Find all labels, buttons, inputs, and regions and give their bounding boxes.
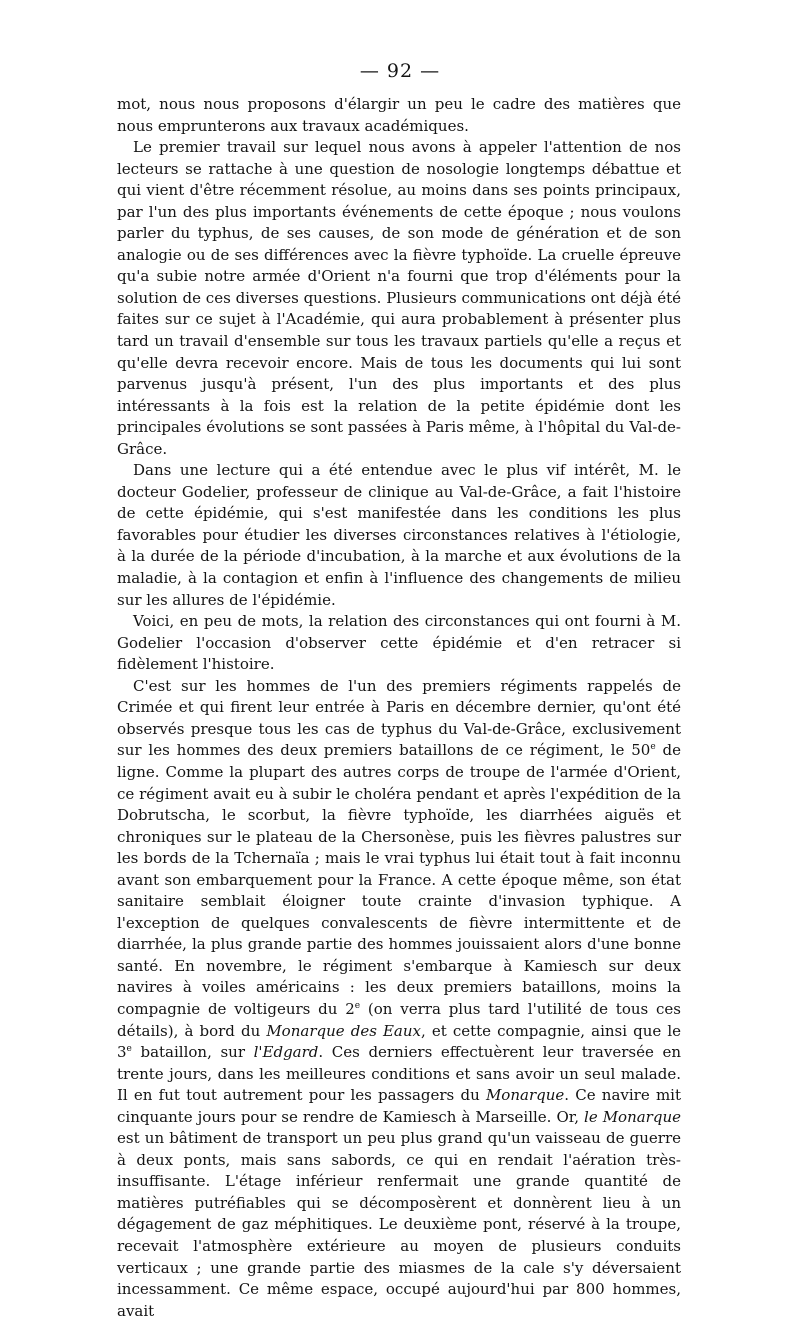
paragraph-regiment-account [117,676,681,1322]
ship-name: Monarque des Eaux [266,1021,421,1040]
text-run: (on verra plus tard l'utilité de tous ces détails), à bord du [117,999,681,1040]
paragraph-typhus-intro: Le premier travail sur lequel nous avons à appeler l'attention de nos lecteurs se rattache à une question de nosologie longtemps débattue et qui vient d'être récemment résolue, au moins dans ses points principaux, par l'un des plus importants événements de cette époque ; nous voulons parler du typhus, de ses causes, de son mode de génération et de son analogie ou de ses différences avec la fièvre typhoïde. La cruelle épreuve qu'a subie notre armée d'Orient n'a fourni que trop d'éléments pour la solution de ces diverses questions. Plusieurs communications ont déjà été faites sur ce sujet à l'Académie, qui aura probablement à présenter plus tard un travail d'ensemble sur tous les travaux partiels qu'elle a reçus et qu'elle devra recevoir encore. Mais de tous les documents qui lui sont parvenus jusqu'à présent, l'un des plus importants et des plus intéressants à la fois est la relation de la petite épidémie dont les principales évolutions se sont passées à Paris même, à l'hôpital du Val-de-Grâce. [117,138,681,458]
text-run: . Ce navire mit cinquante jours pour se rendre de Kamiesch à Marseille. Or, [117,1086,681,1126]
text-run: , et cette compagnie, ainsi que le 3 [117,1021,682,1062]
ship-name: le Monarque [584,1107,681,1126]
body-text [117,94,681,1322]
text-run: C'est sur les hommes de l'un des premiers régiments rappelés de Crimée et qui firent leur entrée à Paris en décembre dernier, qu'ont été observés presque tous les cas de typhus du Val-de-Grâce, exclusivement sur les hommes des deux premiers bataillons de ce régiment, le 50 [117,676,681,760]
ordinal-superscript: e [354,1000,361,1011]
ordinal-superscript: e [650,742,656,753]
ship-name: l'Edgard [253,1043,319,1062]
text-run: . Ces derniers effectuèrent leur traversée en trente jours, dans les meilleures conditions et sans avoir un seul malade. Il en fut tout autrement pour les passagers du [117,1043,681,1105]
paragraph-godelier-lecture: Dans une lecture qui a été entendue avec le plus vif intérêt, M. le docteur Godelier, professeur de clinique au Val-de-Grâce, a fait l'histoire de cette épidémie, qui s'est manifestée dans les conditions les plus favorables pour étudier les diverses circonstances relatives à l'étiologie, à la durée de la période d'incubation, à la marche et aux évolutions de la maladie, à la contagion et enfin à l'influence des changements de milieu sur les allures de l'épidémie. [117,461,681,609]
ordinal-superscript: e [126,1044,132,1055]
paragraph-relation-summary: Voici, en peu de mots, la relation des circonstances qui ont fourni à M. Godelier l'occasion d'observer cette épidémie et d'en retracer si fidèlement l'histoire. [117,612,681,674]
page-number: — 92 — [359,60,441,82]
text-run: est un bâtiment de transport un peu plus grand qu'un vaisseau de guerre à deux ponts, mais sans sabords, ce qui en rendait l'aération très-insuffisante. L'étage inférieur renfermait une grande quantité de matières putréfiables qui se décomposèrent et donnèrent lieu à un dégagement de gaz méphitiques. Le deuxième pont, réservé à la troupe, recevait l'atmosphère extérieure au moyen de plusieurs conduits verticaux ; une grande partie des miasmes de la cale s'y déversaient incessamment. Ce même espace, occupé aujourd'hui par 800 hommes, avait [117,1129,681,1320]
text-run: bataillon, sur [131,1043,254,1062]
text-run: de ligne. Comme la plupart des autres corps de troupe de l'armée d'Orient, ce régiment avait eu à subir le choléra pendant et après l'expédition de la Dobrutscha, le scorbut, la fièvre typhoïde, les diarrhées aiguës et chroniques sur le plateau de la Chersonèse, puis les fièvres palustres sur les bords de la Tchernaïa ; mais le vrai typhus lui était tout à fait inconnu avant son embarquement pour la France. A cette époque même, son état sanitaire semblait éloigner toute crainte d'invasion typhique. A l'exception de quelques convalescents de fièvre intermittente et de diarrhée, la plus grande partie des hommes jouissaient alors d'une bonne santé. En novembre, le régiment s'embarque à Kamiesch sur deux navires à voiles américains : les deux premiers bataillons, moins la compagnie de voltigeurs du 2 [117,741,681,1018]
paragraph-continuation: mot, nous nous proposons d'élargir un peu le cadre des matières que nous emprunterons aux travaux académiques. [117,95,681,135]
ship-name: Monarque [485,1086,565,1105]
